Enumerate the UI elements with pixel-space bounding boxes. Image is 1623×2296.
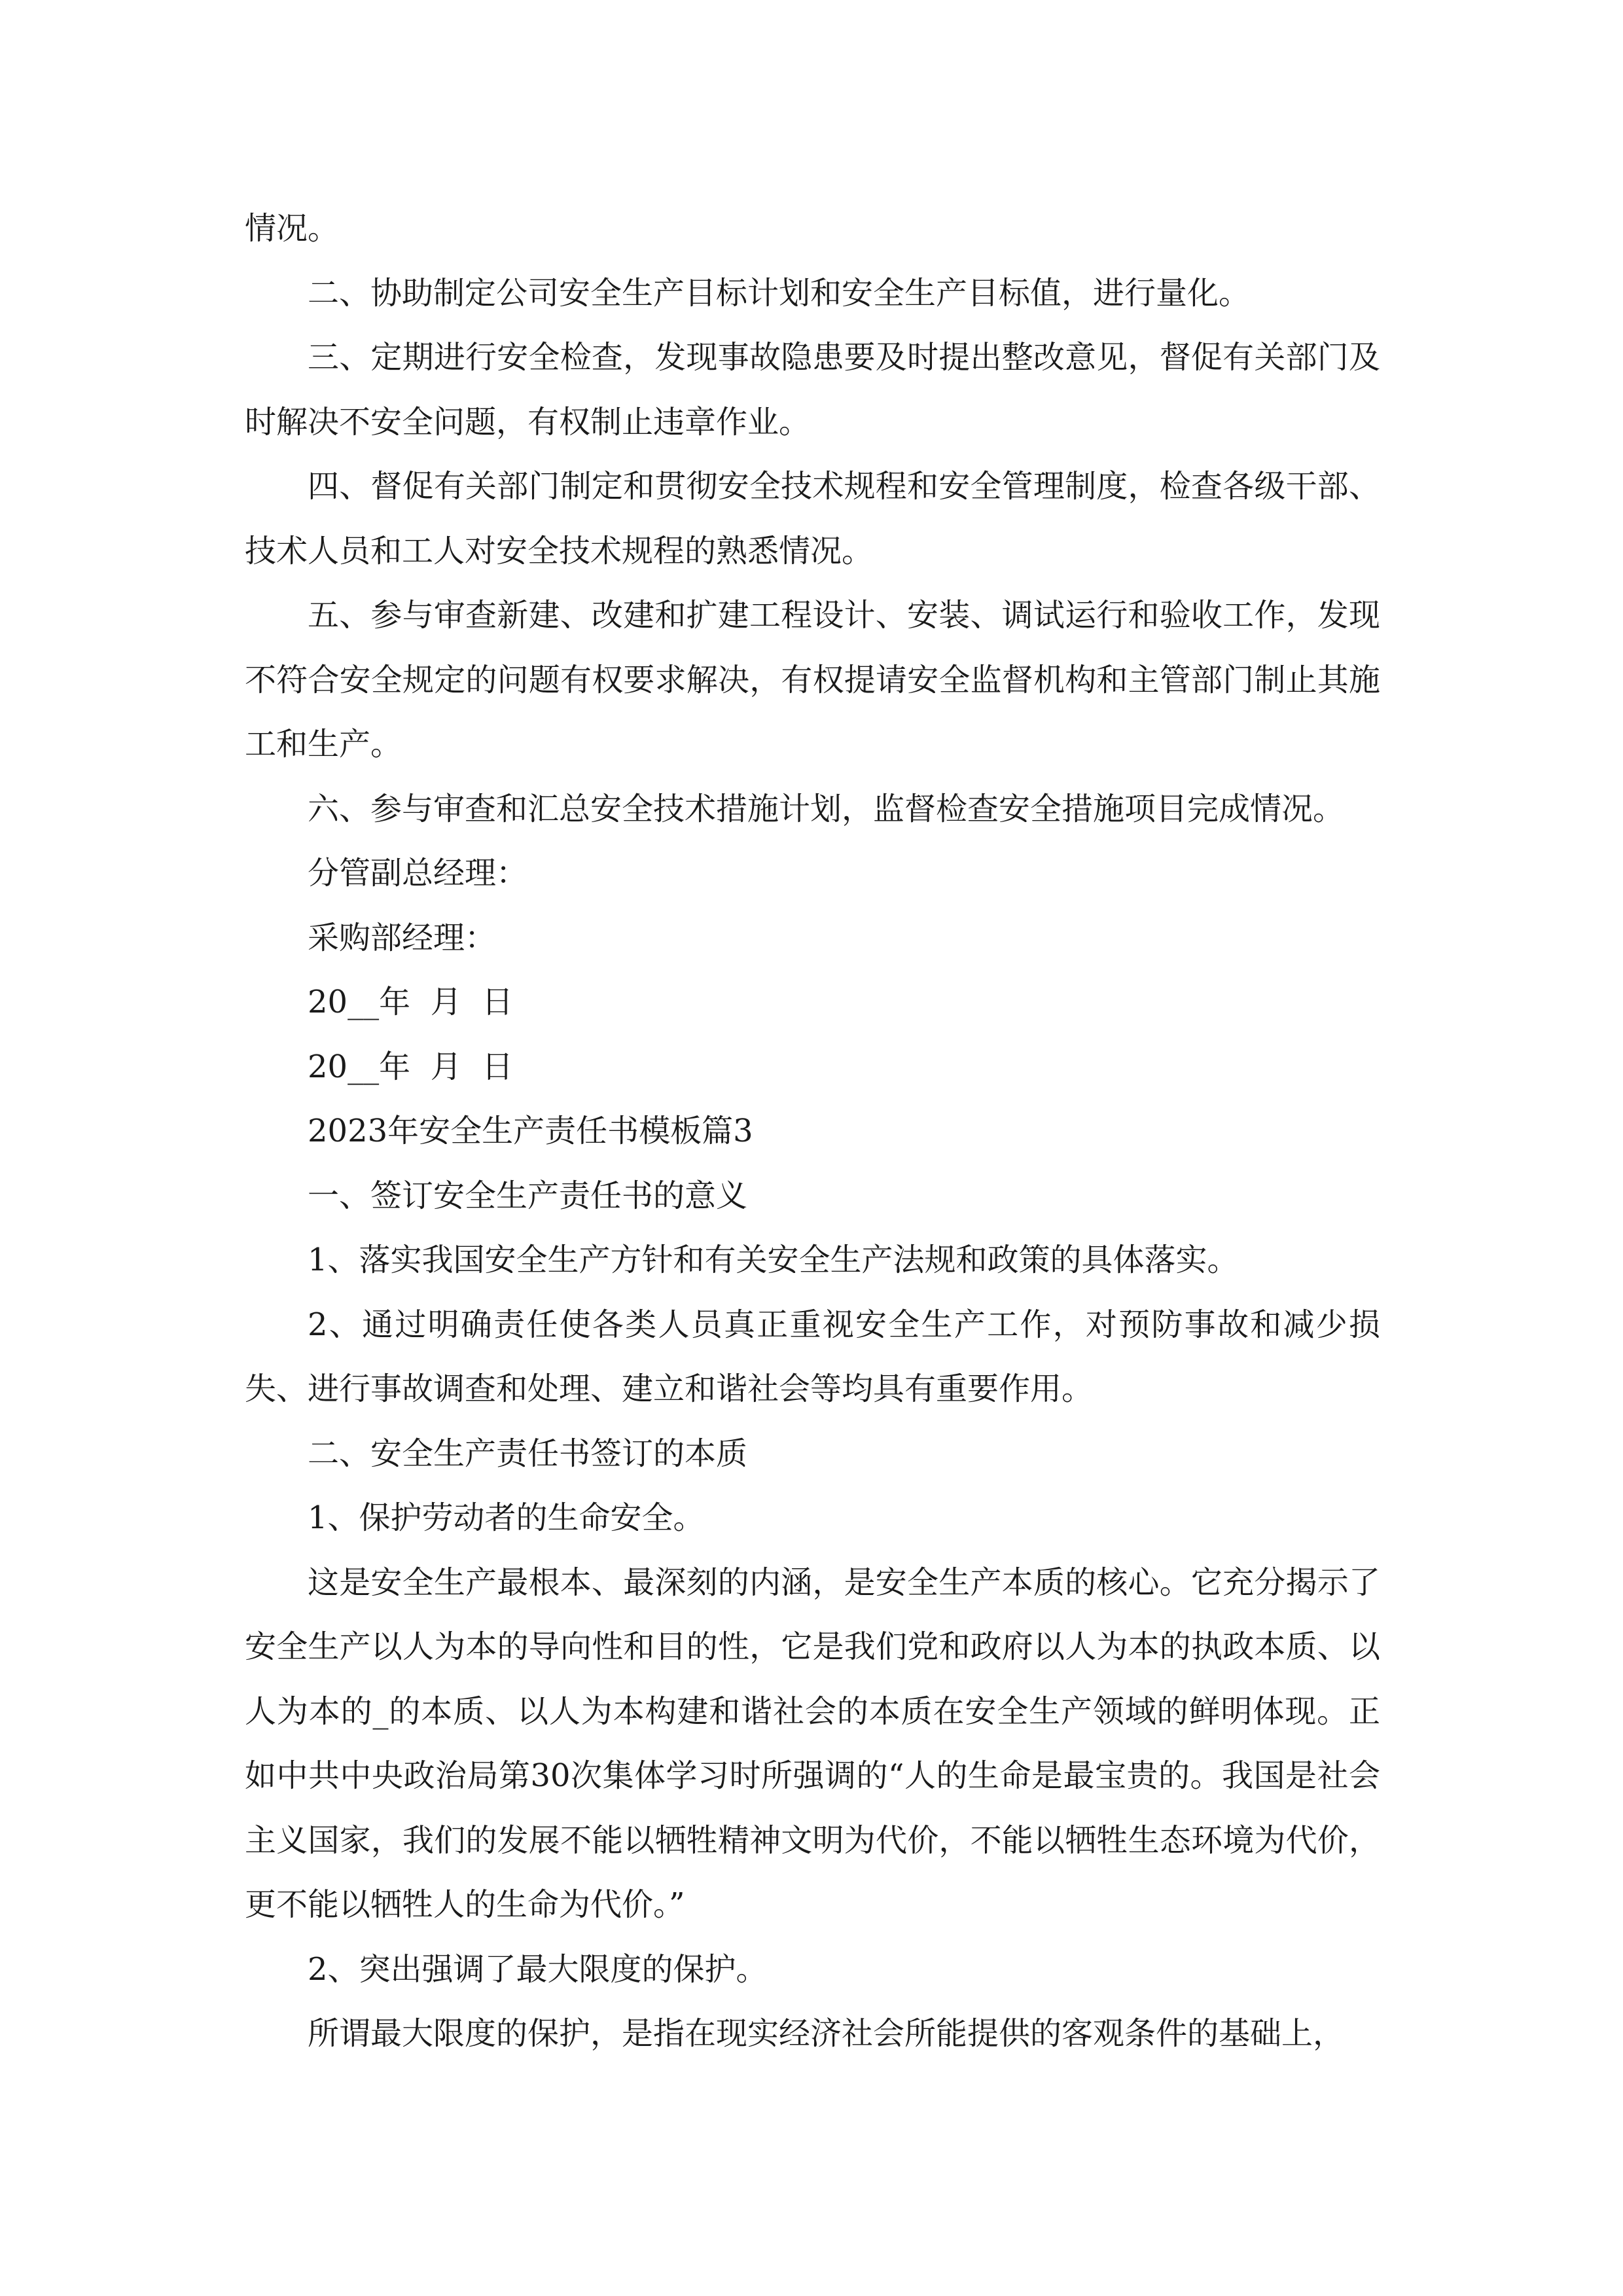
- essence-item-1: 1、保护劳动者的生命安全。: [308, 1499, 705, 1536]
- significance-item-2: 2、通过明确责任使各类人员真正重视安全生产工作，对预防事故和减少损失、进行事故调查和处理、建立和谐社会等均具有重要作用。: [245, 1306, 1380, 1407]
- paragraph-item-5: 五、参与审查新建、改建和扩建工程设计、安装、调试运行和验收工作，发现不符合安全规定的问题有权要求解决，有权提请安全监督机构和主管部门制止其施工和生产。: [245, 597, 1380, 762]
- signature-vice-gm: 分管副总经理：: [308, 855, 528, 891]
- paragraph-item-4: 四、督促有关部门制定和贯彻安全技术规程和安全管理制度，检查各级干部、技术人员和工人对安全技术规程的熟悉情况。: [245, 468, 1380, 569]
- document-body: [245, 196, 1380, 2066]
- essence-item-2: 2、突出强调了最大限度的保护。: [308, 1950, 768, 1988]
- essence-item-1-body: 这是安全生产最根本、最深刻的内涵，是安全生产本质的核心。它充分揭示了安全生产以人为本的导向性和目的性，它是我们党和政府以人为本的执政本质、以人为本的_的本质、以人为本构建和谐社会的本质在安全生产领域的鲜明体现。正如中共中央政治局第30次集体学习时所强调的“人的生命是最宝贵的。我国是社会主义国家，我们的发展不能以牺牲精神文明为代价，不能以牺牲生态环境为代价，更不能以牺牲人的生命为代价。”: [245, 1564, 1380, 1923]
- paragraph-item-3: 三、定期进行安全检查，发现事故隐患要及时提出整改意见，督促有关部门及时解决不安全问题，有权制止违章作业。: [245, 339, 1380, 440]
- heading-significance: 一、签订安全生产责任书的意义: [308, 1177, 748, 1214]
- paragraph-continuation: 情况。: [245, 210, 340, 247]
- section-title: 2023年安全生产责任书模板篇3: [308, 1113, 753, 1149]
- date-line-2: 20__年 月 日: [308, 1048, 514, 1085]
- paragraph-item-2: 二、协助制定公司安全生产目标计划和安全生产目标值，进行量化。: [308, 274, 1251, 312]
- significance-item-1: 1、落实我国安全生产方针和有关安全生产法规和政策的具体落实。: [308, 1242, 1239, 1278]
- heading-essence: 二、安全生产责任书签订的本质: [308, 1435, 748, 1472]
- date-line-1: 20__年 月 日: [308, 984, 514, 1020]
- signature-purchasing-manager: 采购部经理：: [308, 919, 497, 956]
- essence-item-2-body: 所谓最大限度的保护，是指在现实经济社会所能提供的客观条件的基础上，: [308, 2015, 1345, 2052]
- paragraph-item-6: 六、参与审查和汇总安全技术措施计划，监督检查安全措施项目完成情况。: [308, 790, 1345, 827]
